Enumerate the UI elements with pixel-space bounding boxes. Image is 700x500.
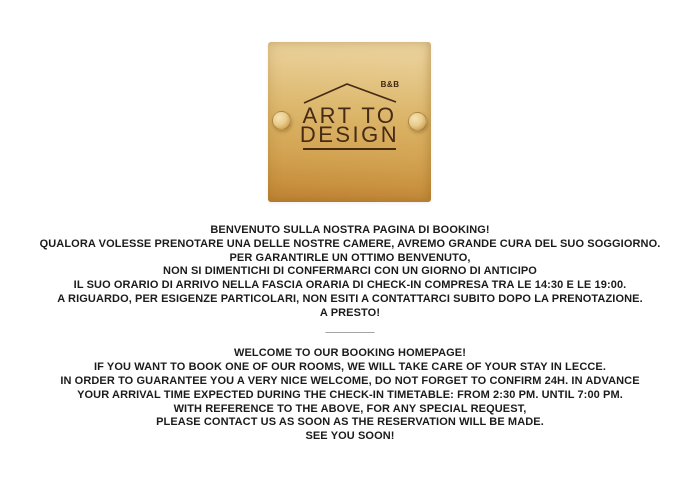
section-divider: ________ [325,321,375,334]
english-message-line: IN ORDER TO GUARANTEE YOU A VERY NICE WELCOME, DO NOT FORGET TO CONFIRM 24H. IN ADVANCE [60,374,640,387]
english-message-line: PLEASE CONTACT US AS SOON AS THE RESERVATION WILL BE MADE. [156,416,544,429]
italian-message-line: A PRESTO! [319,306,381,319]
italian-message-line: NON SI DIMENTICHI DI CONFERMARCI CON UN GIORNO DI ANTICIPO [163,265,537,278]
brass-sign-photo [268,42,431,202]
english-message-line: SEE YOU SOON! [305,430,395,443]
bnb-label: B&B [380,80,400,89]
english-message-line: YOUR ARRIVAL TIME EXPECTED DURING THE CHECK-IN TIMETABLE: FROM 2:30 PM. UNTIL 7:00 PM. [77,388,623,401]
english-message-line: WITH REFERENCE TO THE ABOVE, FOR ANY SPECIAL REQUEST, [173,402,527,415]
italian-message-line: BENVENUTO SULLA NOSTRA PAGINA DI BOOKING! [210,224,490,236]
italian-message-line: QUALORA VOLESSE PRENOTARE UNA DELLE NOSTRE CAMERE, AVREMO GRANDE CURA DEL SUO SOGGIORNO. [39,237,661,250]
italian-message-line: PER GARANTIRLE UN OTTIMO BENVENUTO, [229,251,471,264]
house-roof-icon [302,80,398,106]
italian-message-line: A RIGUARDO, PER ESIGENZE PARTICOLARI, NON ESITI A CONTATTARCI SUBITO DOPO LA PRENOTAZIONE. [57,292,643,305]
english-message-line: WELCOME TO OUR BOOKING HOMEPAGE! [234,347,466,360]
english-message-line: IF YOU WANT TO BOOK ONE OF OUR ROOMS, WE WILL TAKE CARE OF YOUR STAY IN LECCE. [94,361,606,374]
art-to-design-logo [268,80,431,150]
plaque-title-line2: DESIGN [299,122,400,147]
plaque-title-line1: ART TO [302,103,397,128]
welcome-message [0,224,700,444]
italian-message-line: IL SUO ORARIO DI ARRIVO NELLA FASCIA ORARIA DI CHECK-IN COMPRESA TRA LE 14:30 E LE 19:00. [73,279,627,292]
plaque-underline [303,148,396,150]
